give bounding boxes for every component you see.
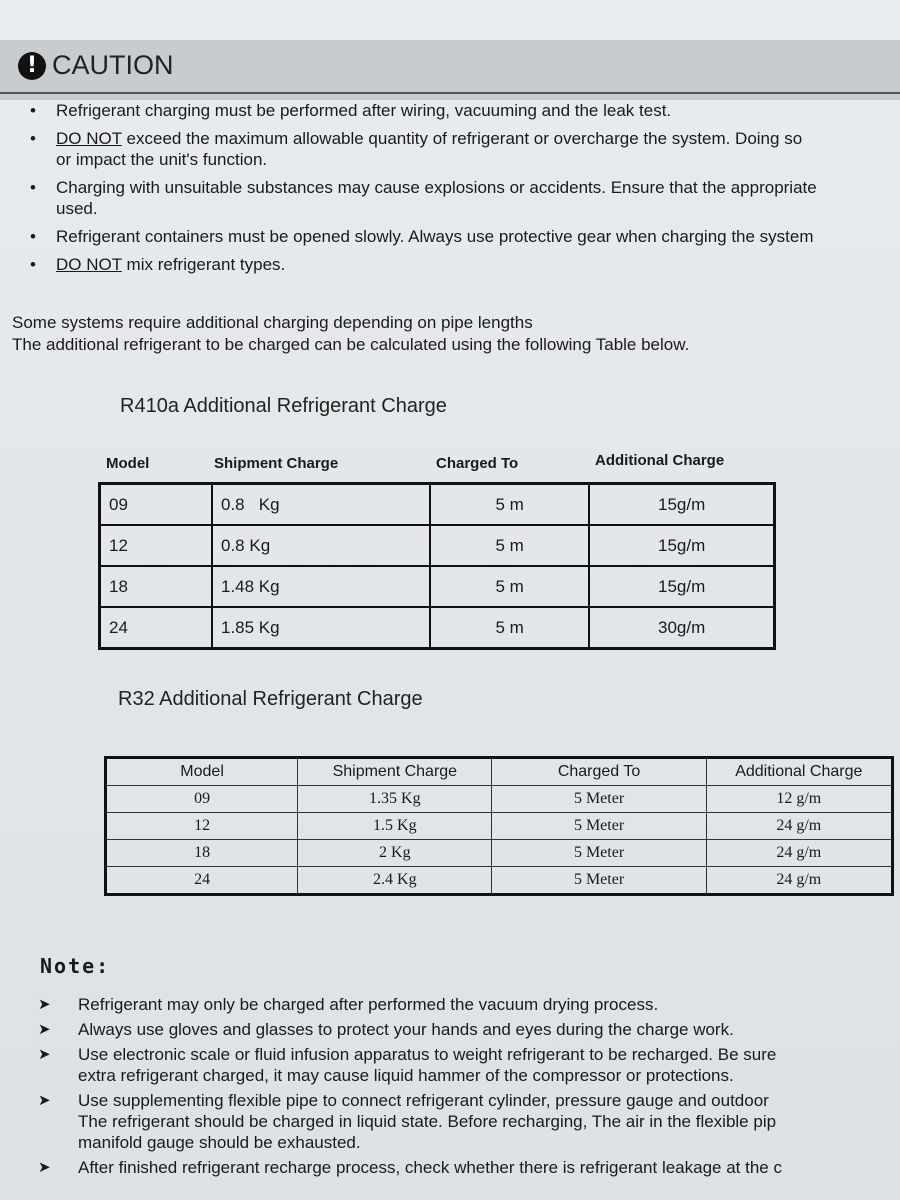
table-row xyxy=(106,813,893,840)
note-item-continuation: manifold gauge should be exhausted. xyxy=(78,1133,361,1152)
bullet-icon: • xyxy=(30,227,36,246)
note-item-continuation: The refrigerant should be charged in liquid state. Before recharging, The air in the flexible pip xyxy=(78,1112,777,1131)
table-cell: 24 xyxy=(100,607,213,649)
table-header-cell: Shipment Charge xyxy=(298,758,492,786)
arrow-bullet-icon: ➤ xyxy=(38,1159,51,1176)
note-item xyxy=(36,1157,900,1178)
r32-table-title: R32 Additional Refrigerant Charge xyxy=(118,688,423,710)
table-cell: 1.5 Kg xyxy=(298,813,492,840)
bullet-icon: • xyxy=(30,255,36,274)
arrow-bullet-icon: ➤ xyxy=(38,1046,51,1063)
note-item-text: Refrigerant may only be charged after performed the vacuum drying process. xyxy=(78,995,659,1014)
caution-item-text: Refrigerant containers must be opened slowly. Always use protective gear when charging the system xyxy=(56,227,814,246)
intro-paragraph xyxy=(12,312,689,356)
note-item-text: Always use gloves and glasses to protect your hands and eyes during the charge work. xyxy=(78,1020,734,1039)
table-cell: 5 m xyxy=(430,566,589,607)
note-item xyxy=(36,1019,900,1040)
note-title: Note: xyxy=(40,954,111,978)
table-cell: 12 xyxy=(100,525,213,566)
caution-title: CAUTION xyxy=(52,50,174,80)
intro-line: Some systems require additional charging depending on pipe lengths xyxy=(12,313,533,332)
caution-item-text: mix refrigerant types. xyxy=(121,255,286,274)
table-cell: 1.35 Kg xyxy=(298,786,492,813)
table-cell: 1.85 Kg xyxy=(212,607,430,649)
note-list xyxy=(36,994,900,1182)
table-cell: 15g/m xyxy=(589,566,774,607)
note-item-text: After finished refrigerant recharge process, check whether there is refrigerant leakage at the c xyxy=(78,1158,782,1177)
note-item xyxy=(36,1090,900,1153)
note-item-text: Use supplementing flexible pipe to connect refrigerant cylinder, pressure gauge and outdoor xyxy=(78,1091,769,1110)
arrow-bullet-icon: ➤ xyxy=(38,996,51,1013)
note-item xyxy=(36,1044,900,1086)
table-cell: 2 Kg xyxy=(298,840,492,867)
table-row xyxy=(100,525,775,566)
do-not-emphasis: DO NOT xyxy=(56,255,122,274)
table-cell: 15g/m xyxy=(589,525,774,566)
table-row xyxy=(106,786,893,813)
arrow-bullet-icon: ➤ xyxy=(38,1021,51,1038)
caution-item xyxy=(30,177,900,219)
table-cell: 5 Meter xyxy=(492,840,706,867)
table-cell: 5 m xyxy=(430,484,589,526)
caution-item-continuation: used. xyxy=(56,199,98,218)
caution-item xyxy=(30,254,900,275)
bullet-icon: • xyxy=(30,129,36,148)
table-cell: 0.8 Kg xyxy=(212,525,430,566)
caution-item-text: Refrigerant charging must be performed after wiring, vacuuming and the leak test. xyxy=(56,101,672,120)
caution-item-continuation: or impact the unit's function. xyxy=(56,150,268,169)
note-item-text: Use electronic scale or fluid infusion apparatus to weight refrigerant to be recharged. Be sure xyxy=(78,1045,777,1064)
note-item-continuation: extra refrigerant charged, it may cause liquid hammer of the compressor or protections. xyxy=(78,1066,734,1085)
intro-line: The additional refrigerant to be charged can be calculated using the following Table below. xyxy=(12,335,690,354)
do-not-emphasis: DO NOT xyxy=(56,129,122,148)
r410a-table xyxy=(98,482,776,650)
table-cell: 24 g/m xyxy=(706,840,892,867)
table-cell: 24 g/m xyxy=(706,813,892,840)
r32-table xyxy=(104,756,894,896)
table-cell: 30g/m xyxy=(589,607,774,649)
r410a-header-model: Model xyxy=(106,455,150,472)
bullet-icon: • xyxy=(30,101,36,120)
table-cell: 18 xyxy=(106,840,298,867)
arrow-bullet-icon: ➤ xyxy=(38,1092,51,1109)
caution-rule xyxy=(0,92,900,94)
r410a-header-charged-to: Charged To xyxy=(436,455,519,472)
caution-list xyxy=(30,100,900,282)
table-row xyxy=(106,840,893,867)
r410a-table-title: R410a Additional Refrigerant Charge xyxy=(120,395,447,417)
caution-item xyxy=(30,226,900,247)
warning-icon: ! xyxy=(18,52,46,80)
table-cell: 5 m xyxy=(430,525,589,566)
caution-item xyxy=(30,100,900,121)
table-cell: 24 xyxy=(106,867,298,895)
table-header-cell: Model xyxy=(106,758,298,786)
table-cell: 0.8 Kg xyxy=(212,484,430,526)
caution-item xyxy=(30,128,900,170)
table-cell: 1.48 Kg xyxy=(212,566,430,607)
table-header-cell: Charged To xyxy=(492,758,706,786)
caution-item-text: exceed the maximum allowable quantity of refrigerant or overcharge the system. Doing so xyxy=(121,129,803,148)
table-row xyxy=(100,484,775,526)
table-cell: 24 g/m xyxy=(706,867,892,895)
caution-item-text: Charging with unsuitable substances may cause explosions or accidents. Ensure that the appropriate xyxy=(56,178,817,197)
table-cell: 12 g/m xyxy=(706,786,892,813)
table-row xyxy=(100,607,775,649)
table-cell: 18 xyxy=(100,566,213,607)
table-cell: 5 m xyxy=(430,607,589,649)
table-header-cell: Additional Charge xyxy=(706,758,892,786)
caution-heading xyxy=(18,50,174,81)
table-row xyxy=(100,566,775,607)
table-cell: 12 xyxy=(106,813,298,840)
table-cell: 5 Meter xyxy=(492,867,706,895)
table-row xyxy=(106,867,893,895)
r410a-header-additional: Additional Charge xyxy=(595,452,725,469)
table-cell: 09 xyxy=(100,484,213,526)
table-header-row xyxy=(106,758,893,786)
table-cell: 5 Meter xyxy=(492,786,706,813)
r410a-header-shipment: Shipment Charge xyxy=(214,455,339,472)
table-cell: 2.4 Kg xyxy=(298,867,492,895)
table-cell: 5 Meter xyxy=(492,813,706,840)
note-item xyxy=(36,994,900,1015)
table-cell: 15g/m xyxy=(589,484,774,526)
table-cell: 09 xyxy=(106,786,298,813)
bullet-icon: • xyxy=(30,178,36,197)
